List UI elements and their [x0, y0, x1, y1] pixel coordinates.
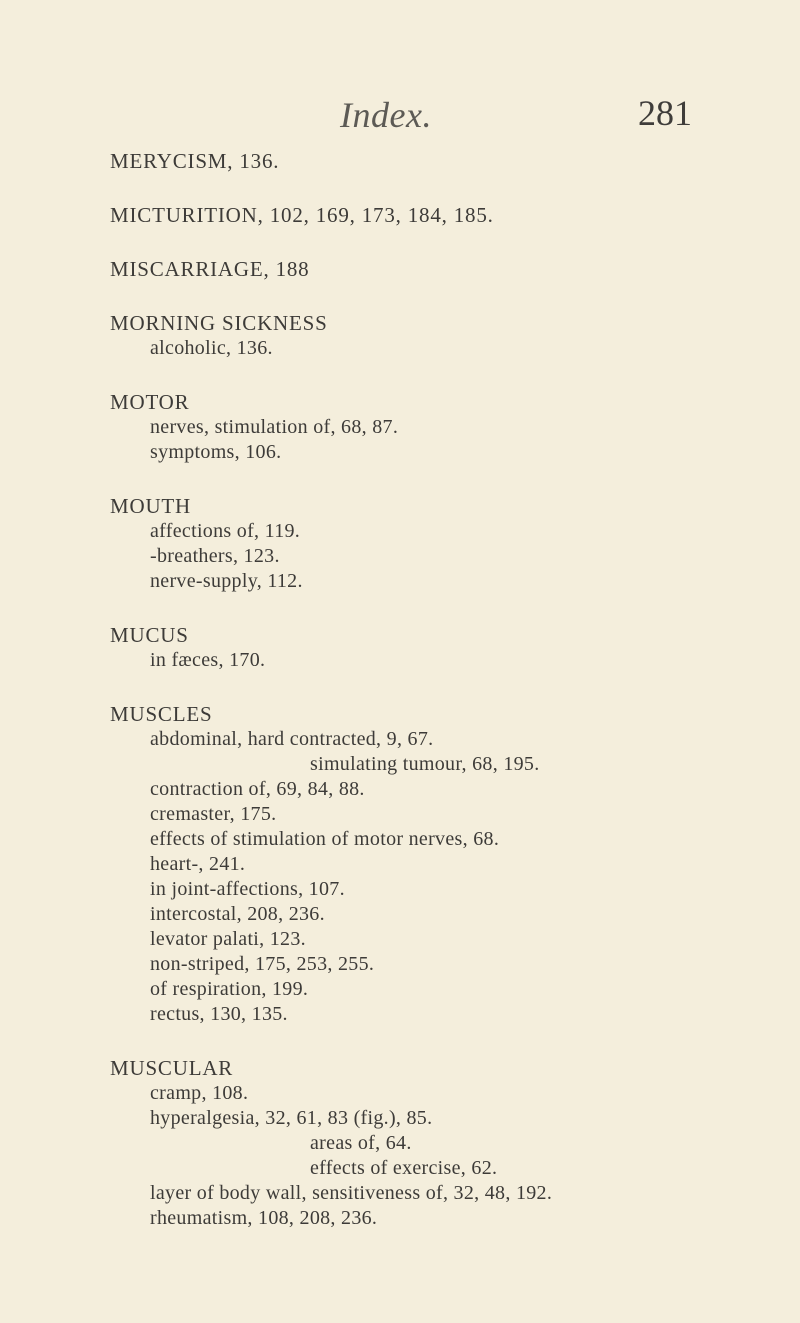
entry-heading: MOTOR [110, 390, 190, 414]
entry-subheading: -breathers, 123. [150, 545, 280, 567]
entry-subheading: cremaster, 175. [150, 803, 277, 825]
entry-subsubheading: effects of exercise, 62. [310, 1157, 498, 1179]
entry-subheading: levator palati, 123. [150, 928, 306, 950]
entry-subheading: in fæces, 170. [150, 649, 266, 671]
entry-heading: MUCUS [110, 623, 189, 647]
index-entry-mucus [110, 622, 730, 673]
entry-subheading: rectus, 130, 135. [150, 1003, 288, 1025]
index-entry-motor [110, 389, 730, 465]
entry-heading: MISCARRIAGE, 188 [110, 257, 310, 281]
entry-subheading: nerve-supply, 112. [150, 570, 303, 592]
index-entry-miscarriage [110, 256, 730, 282]
entry-subheading: affections of, 119. [150, 520, 301, 542]
index-entry-muscles [110, 701, 730, 1027]
index-entry-micturition [110, 202, 730, 228]
entry-subheading: hyperalgesia, 32, 61, 83 (fig.), 85. [150, 1107, 433, 1129]
entry-subheading: symptoms, 106. [150, 441, 282, 463]
entry-subheading: in joint-affections, 107. [150, 878, 345, 900]
entry-subheading: effects of stimulation of motor nerves, 68. [150, 828, 500, 850]
entry-subsubheading: areas of, 64. [310, 1132, 412, 1154]
entry-subheading: nerves, stimulation of, 68, 87. [150, 416, 399, 438]
index-entry-morning-sickness [110, 310, 730, 361]
entry-subheading: contraction of, 69, 84, 88. [150, 778, 365, 800]
entry-subheading: cramp, 108. [150, 1082, 249, 1104]
entry-heading: MUSCULAR [110, 1056, 234, 1080]
entry-heading: MORNING SICKNESS [110, 311, 328, 335]
index-entry-mouth [110, 493, 730, 594]
page-number: 281 [638, 93, 692, 133]
entry-subheading: rheumatism, 108, 208, 236. [150, 1207, 378, 1229]
index-entry-muscular [110, 1055, 730, 1231]
entry-subheading: layer of body wall, sensitiveness of, 32, 48, 192. [150, 1182, 553, 1204]
entry-subheading: intercostal, 208, 236. [150, 903, 325, 925]
entry-heading: MERYCISM, 136. [110, 149, 280, 173]
entry-subheading: alcoholic, 136. [150, 337, 273, 359]
entry-heading: MOUTH [110, 494, 191, 518]
entry-subheading: non-striped, 175, 253, 255. [150, 953, 375, 975]
entry-subheading: heart-, 241. [150, 853, 246, 875]
entry-subheading: of respiration, 199. [150, 978, 309, 1000]
entry-heading: MICTURITION, 102, 169, 173, 184, 185. [110, 203, 494, 227]
running-head: Index. [340, 95, 432, 135]
entry-subsubheading: simulating tumour, 68, 195. [310, 753, 540, 775]
entry-heading: MUSCLES [110, 702, 213, 726]
index-entry-merycism [110, 148, 730, 174]
index-entries [110, 148, 730, 1259]
entry-subheading: abdominal, hard contracted, 9, 67. [150, 728, 434, 750]
